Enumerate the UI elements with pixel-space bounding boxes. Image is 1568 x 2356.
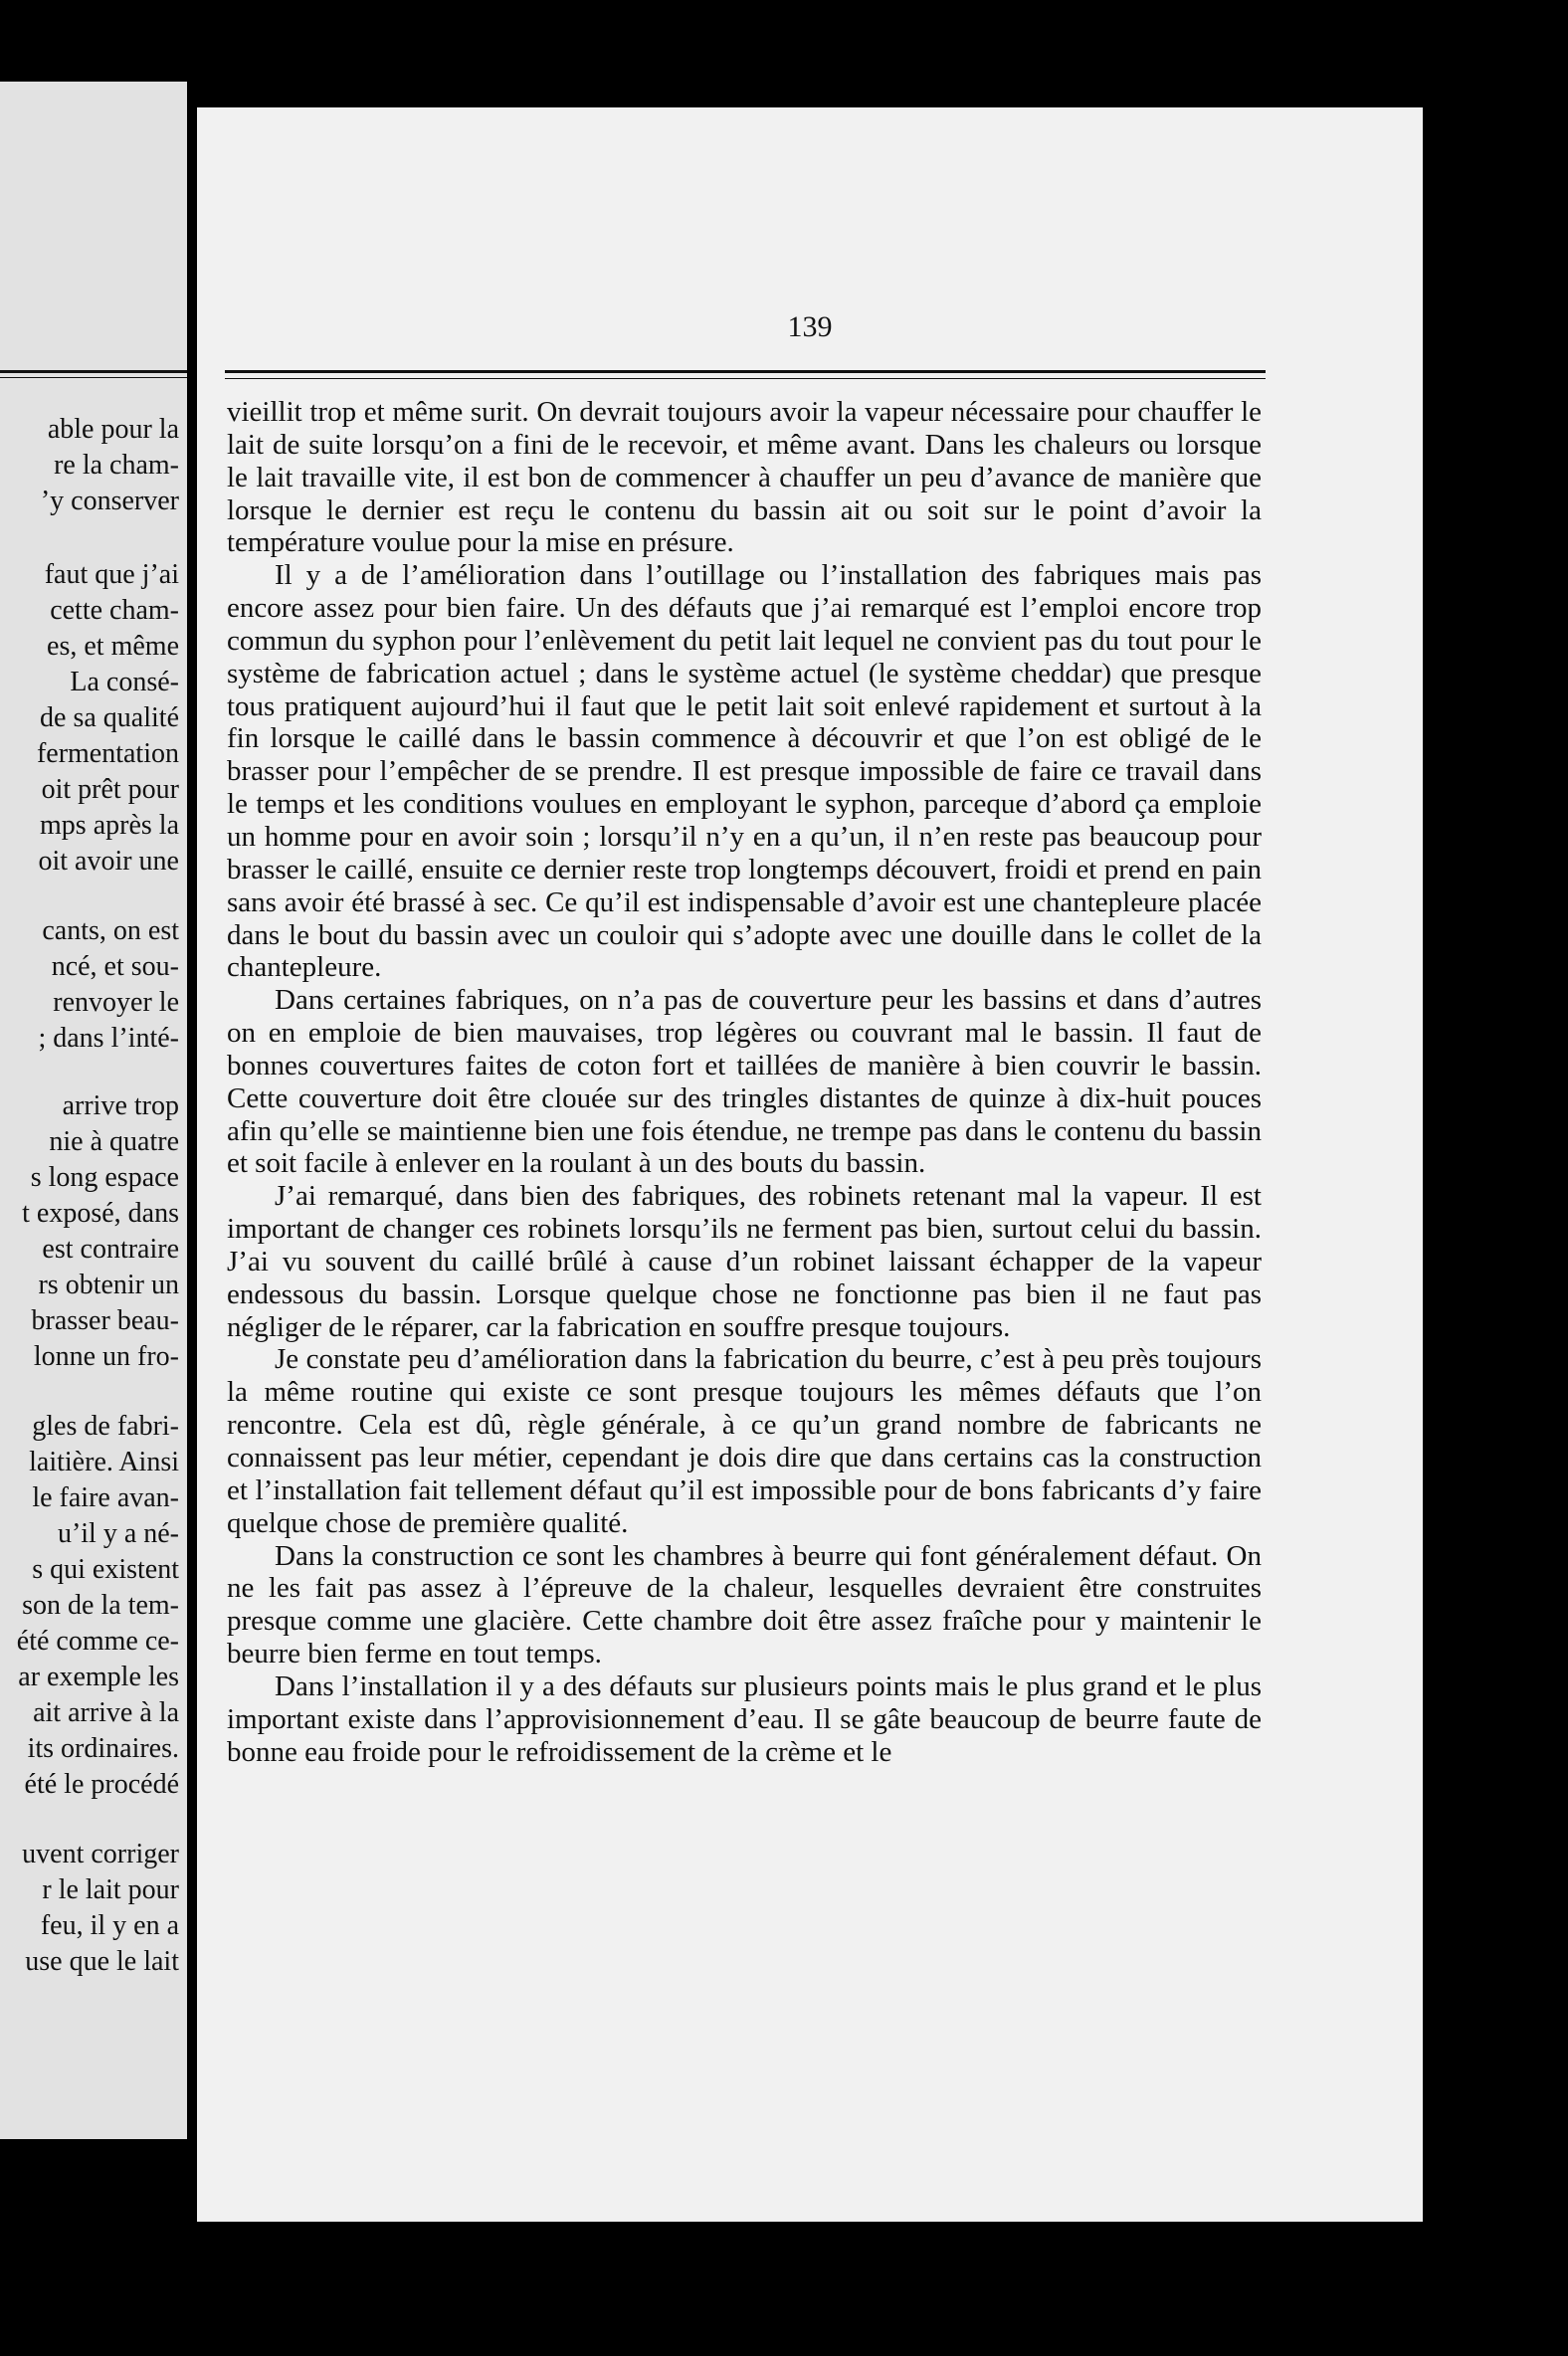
left-text-line: le faire avan-	[32, 1482, 179, 1513]
paragraph: J’ai remarqué, dans bien des fabriques, des robinets retenant mal la vapeur. Il est important de changer ces robinets lorsqu’ils ne ferment pas bien, surtout celui du bassin. J’ai vu souvent du caillé brûlé à cause d’un robinet laissant échapper de la vapeur endessous du bassin. Lorsque quelque chose ne fonctionne pas bien il ne faut pas négliger de le réparer, car la fabrication en souffre presque toujours.	[227, 1180, 1262, 1343]
left-text-line: oit avoir une	[38, 846, 179, 877]
left-text-line: rs obtenir un	[38, 1270, 179, 1300]
left-text-line: r le lait pour	[42, 1874, 179, 1905]
page-number: 139	[787, 310, 833, 343]
left-text-line: ncé, et sou-	[51, 951, 179, 982]
left-text-line: fermentation	[36, 738, 179, 769]
left-text-line: s long espace	[30, 1162, 179, 1193]
left-text-line: cette cham-	[50, 595, 179, 626]
paragraph: Dans certaines fabriques, on n’a pas de couverture peur les bassins et dans d’autres on en emploie de bien mauvaises, trop légères ou couvrant mal le bassin. Il faut de bonnes couvertures faites de coton fort et taillées de manière à bien couvrir le bassin. Cette couverture doit être clouée sur des tringles distantes de quinze à dix-huit pouces afin qu’elle se maintienne bien une fois étendue, ne trempe pas dans le contenu du bassin et soit facile à enlever en la roulant à un des bouts du bassin.	[227, 984, 1262, 1180]
left-text-line: brasser beau-	[31, 1305, 179, 1336]
left-text-line: s qui existent	[32, 1554, 179, 1585]
left-text-line: arrive trop	[62, 1090, 179, 1121]
left-text-line: ar exemple les	[18, 1662, 179, 1692]
paragraph: Dans l’installation il y a des défauts sur plusieurs points mais le plus grand et le plus important existe dans l’approvisionnement d’eau. Il se gâte beaucoup de beurre faute de bonne eau froide pour le refroidissement de la crème et le	[227, 1669, 1262, 1768]
paragraph: Je constate peu d’amélioration dans la fabrication du beurre, c’est à peu près toujours la même routine qui existe ce sont presque toujours les mêmes défauts que l’on rencontre. Cela est dû, règle générale, à ce qu’un grand nombre de fabricants ne connaissent pas leur métier, cependant je dois dire que dans certains cas la construction et l’installation fait tellement défaut qu’il est impossible pour de bons fabricants d’y faire quelque chose de première qualité.	[227, 1343, 1262, 1539]
left-text-line: ’y conserver	[40, 486, 179, 516]
header-rule	[225, 370, 1266, 373]
left-text-line: use que le lait	[25, 1946, 179, 1977]
left-header-rule	[0, 370, 187, 373]
left-text-line: feu, il y en a	[40, 1910, 179, 1941]
left-text-line: laitière. Ainsi	[29, 1447, 179, 1477]
left-text-line: lonne un fro-	[33, 1341, 179, 1372]
left-text-line: t exposé, dans	[22, 1198, 179, 1229]
left-page-fragment	[0, 82, 187, 2139]
left-text-line: nie à quatre	[49, 1126, 179, 1157]
left-text-line: able pour la	[47, 414, 179, 445]
left-text-line: oit prêt pour	[41, 774, 179, 805]
left-text-line: renvoyer le	[53, 987, 179, 1018]
book-page	[197, 107, 1423, 2222]
left-text-line: ; dans l’inté-	[38, 1023, 179, 1054]
paragraph: Il y a de l’amélioration dans l’outillage ou l’installation des fabriques mais pas encore assez pour bien faire. Un des défauts que j’ai remarqué est l’emploi encore trop commun du syphon pour l’enlèvement du petit lait lequel ne convient pas du tout pour le système de fabrication actuel ; dans le système actuel (le système cheddar) que presque tous pratiquent aujourd’hui il faut que le petit lait soit enlevé rapidement et surtout à la fin lorsque le caillé dans le bassin commence à découvrir et que l’on est obligé de le brasser pour l’empêcher de se prendre. Il est presque impossible de faire ce travail dans le temps et les conditions voulues en employant le syphon, parceque d’abord ça emploie un homme pour en avoir soin ; lorsqu’il n’y en a qu’un, il n’en reste pas beaucoup pour brasser le caillé, ensuite ce dernier reste trop longtemps découvert, froidi et prend en pain sans avoir été brassé à sec. Ce qu’il est indispensable d’avoir est une chantepleure placée dans le bout du bassin avec un couloir qui s’adopte avec une douille dans le collet de la chantepleure.	[227, 559, 1262, 984]
body-text	[227, 396, 1262, 1768]
left-text-line: son de la tem-	[22, 1590, 179, 1621]
left-text-line: faut que j’ai	[44, 559, 179, 590]
left-text-line: gles de fabri-	[32, 1411, 179, 1442]
left-header-rule	[0, 377, 187, 378]
left-text-line: its ordinaires.	[27, 1733, 179, 1764]
left-text-line: La consé-	[70, 667, 179, 697]
left-text-line: mps après la	[40, 810, 179, 841]
left-text-line: ait arrive à la	[33, 1697, 179, 1728]
header-rule-thin	[225, 378, 1266, 379]
left-text-line: été comme ce-	[16, 1626, 179, 1657]
left-text-line: uvent corriger	[22, 1839, 179, 1869]
left-text-line: u’il y a né-	[57, 1518, 179, 1549]
left-text-line: est contraire	[42, 1234, 179, 1265]
left-text-line: de sa qualité	[40, 702, 179, 733]
paragraph: Dans la construction ce sont les chambres à beurre qui font généralement défaut. On ne les fait pas assez à l’épreuve de la chaleur, lesquelles devraient être construites presque comme une glacière. Cette chambre doit être assez fraîche pour y maintenir le beurre bien ferme en tout temps.	[227, 1539, 1262, 1670]
paragraph: vieillit trop et même surit. On devrait toujours avoir la vapeur nécessaire pour chauffer le lait de suite lorsqu’on a fini de le recevoir, et même avant. Dans les chaleurs ou lorsque le lait travaille vite, il est bon de commencer à chauffer un peu d’avance de manière que lorsque le dernier est reçu le contenu du bassin ait ou soit sur le point d’avoir la température voulue pour la mise en présure.	[227, 396, 1262, 559]
left-text-line: re la cham-	[54, 450, 179, 481]
left-text-line: été le procédé	[24, 1769, 179, 1800]
left-text-line: cants, on est	[42, 915, 179, 946]
left-text-line: es, et même	[47, 631, 179, 662]
